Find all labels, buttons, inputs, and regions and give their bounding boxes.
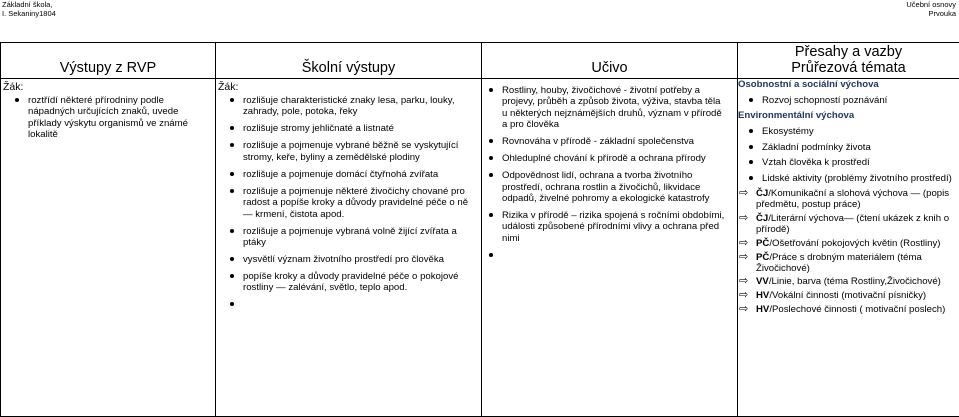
list-item: Lidské aktivity (problémy životního prostředí)	[762, 173, 959, 184]
bullet-icon	[749, 160, 753, 164]
school-name: Základní škola,	[2, 1, 56, 10]
arrow-right-icon: ⇨	[739, 289, 748, 301]
list-item	[502, 250, 727, 261]
subject-link-item: ⇨ PČ/Ošetřování pokojových květin (Rostliny)	[756, 238, 959, 249]
list-item: popíše kroky a důvody pravidelné péče o pokojové rostliny — zalévání, světlo, teplo apod.	[243, 271, 475, 294]
list-item	[243, 299, 475, 310]
subject-link-item: ⇨ ČJ/Literární výchova— (čtení ukázek z knih o přírodě)	[756, 213, 959, 235]
subject-links-list	[738, 188, 959, 315]
bullet-icon	[230, 172, 234, 176]
column-header-crosscurricular	[738, 43, 959, 79]
list-item: Základní podmínky života	[762, 142, 959, 153]
subject-link-item: ⇨ VV/Linie, barva (téma Rostliny,Živočichové)	[756, 276, 959, 287]
school-outputs-list	[216, 93, 481, 310]
arrow-right-icon: ⇨	[739, 212, 748, 224]
subject-link-item: ⇨ ČJ/Komunikační a slohová výchova — (popis předmětu, postup práce)	[756, 188, 959, 210]
column-header-rvp: Výstupy z RVP	[1, 43, 216, 79]
list-item: vysvětlí význam životního prostředí pro člověka	[243, 254, 475, 265]
list-item: rozlišuje a pojmenuje domácí čtyřnohá zvířata	[243, 169, 475, 180]
bullet-icon	[749, 176, 753, 180]
arrow-right-icon: ⇨	[739, 275, 748, 287]
bullet-icon	[489, 213, 493, 217]
column-header-school-outputs: Školní výstupy	[216, 43, 482, 79]
curriculum-table	[0, 42, 959, 417]
curriculum-cell	[482, 79, 738, 417]
bullet-icon	[230, 302, 234, 306]
page-header-left	[2, 1, 56, 18]
env-section-title: Environmentální výchova	[738, 110, 959, 122]
list-item: Odpovědnost lidí, ochrana a tvorba životního prostředí, ochrana rostlin a živočichů, likvidace odpadů, živelné pohromy a ekologické katastrofy	[502, 170, 727, 204]
bullet-icon	[489, 139, 493, 143]
rvp-list	[1, 93, 215, 141]
list-item: roztřídí některé přírodniny podle nápadných určujících znaků, uvede příklady výskytu organismů ve známé lokalitě	[28, 95, 209, 141]
bullet-icon	[230, 143, 234, 147]
list-item: rozlišuje a pojmenuje vybrané běžně se vyskytující stromy, keře, byliny a zemědělské plodiny	[243, 140, 475, 163]
bullet-icon	[230, 189, 234, 193]
table-body-row	[1, 79, 959, 417]
bullet-icon	[489, 253, 493, 257]
subject-link-item: ⇨ HV/Vokální činnosti (motivační písničky)	[756, 290, 959, 301]
list-item: Rozvoj schopností poznávání	[762, 95, 959, 106]
table-header-row	[1, 43, 959, 79]
bullet-icon	[230, 229, 234, 233]
osv-list	[738, 95, 959, 106]
crosscurricular-cell	[738, 79, 959, 417]
document-type: Učební osnovy	[906, 1, 956, 10]
pupil-label: Žák:	[1, 79, 215, 93]
bullet-icon	[230, 98, 234, 102]
arrow-right-icon: ⇨	[739, 237, 748, 249]
bullet-icon	[489, 156, 493, 160]
curriculum-list	[482, 79, 737, 261]
column-header-curriculum: Učivo	[482, 43, 738, 79]
list-item: rozlišuje a pojmenuje vybraná volně žijící zvířata a ptáky	[243, 226, 475, 249]
school-outputs-cell	[216, 79, 482, 417]
list-item: Ekosystémy	[762, 126, 959, 137]
bullet-icon	[749, 145, 753, 149]
page-header-right	[906, 1, 956, 18]
rvp-cell	[1, 79, 216, 417]
bullet-icon	[230, 126, 234, 130]
crosscurricular-header-line2: Průřezová témata	[738, 60, 959, 76]
bullet-icon	[489, 173, 493, 177]
bullet-icon	[489, 88, 493, 92]
bullet-icon	[749, 129, 753, 133]
bullet-icon	[749, 98, 753, 102]
list-item: Rovnováha v přírodě - základní společenstva	[502, 136, 727, 147]
arrow-right-icon: ⇨	[739, 187, 748, 199]
subject-name: Prvouka	[906, 10, 956, 19]
subject-link-item: ⇨ PČ/Práce s drobným materiálem (téma Živočichové)	[756, 252, 959, 274]
bullet-icon	[230, 274, 234, 278]
list-item: rozlišuje stromy jehličnaté a listnaté	[243, 123, 475, 134]
list-item: Rizika v přírodě – rizika spojená s ročními obdobími, události způsobené přírodními vlivy a ochrana před nimi	[502, 210, 727, 244]
subject-link-item: ⇨ HV/Poslechové činnosti ( motivační poslech)	[756, 304, 959, 315]
list-item: rozlišuje a pojmenuje některé živočichy chované pro radost a popíše kroky a důvody pravidelné péče o ně — krmení, čistota apod.	[243, 186, 475, 220]
bullet-icon	[230, 257, 234, 261]
list-item: Vztah člověka k prostředí	[762, 157, 959, 168]
list-item: Ohleduplné chování k přírodě a ochrana přírody	[502, 153, 727, 164]
osv-section-title: Osobnostní a sociální výchova	[738, 79, 959, 91]
pupil-label: Žák:	[216, 79, 481, 93]
arrow-right-icon: ⇨	[739, 303, 748, 315]
list-item: Rostliny, houby, živočichové - životní potřeby a projevy, průběh a způsob života, výživa, stavba těla u některých nejznámějších druhů, význam v přírodě a pro člověka	[502, 85, 727, 131]
env-list	[738, 126, 959, 184]
list-item: rozlišuje charakteristické znaky lesa, parku, louky, zahrady, pole, potoka, řeky	[243, 95, 475, 118]
arrow-right-icon: ⇨	[739, 251, 748, 263]
bullet-icon	[15, 98, 19, 102]
school-address: I. Sekaniny1804	[2, 10, 56, 19]
crosscurricular-header-line1: Přesahy a vazby	[738, 44, 959, 60]
